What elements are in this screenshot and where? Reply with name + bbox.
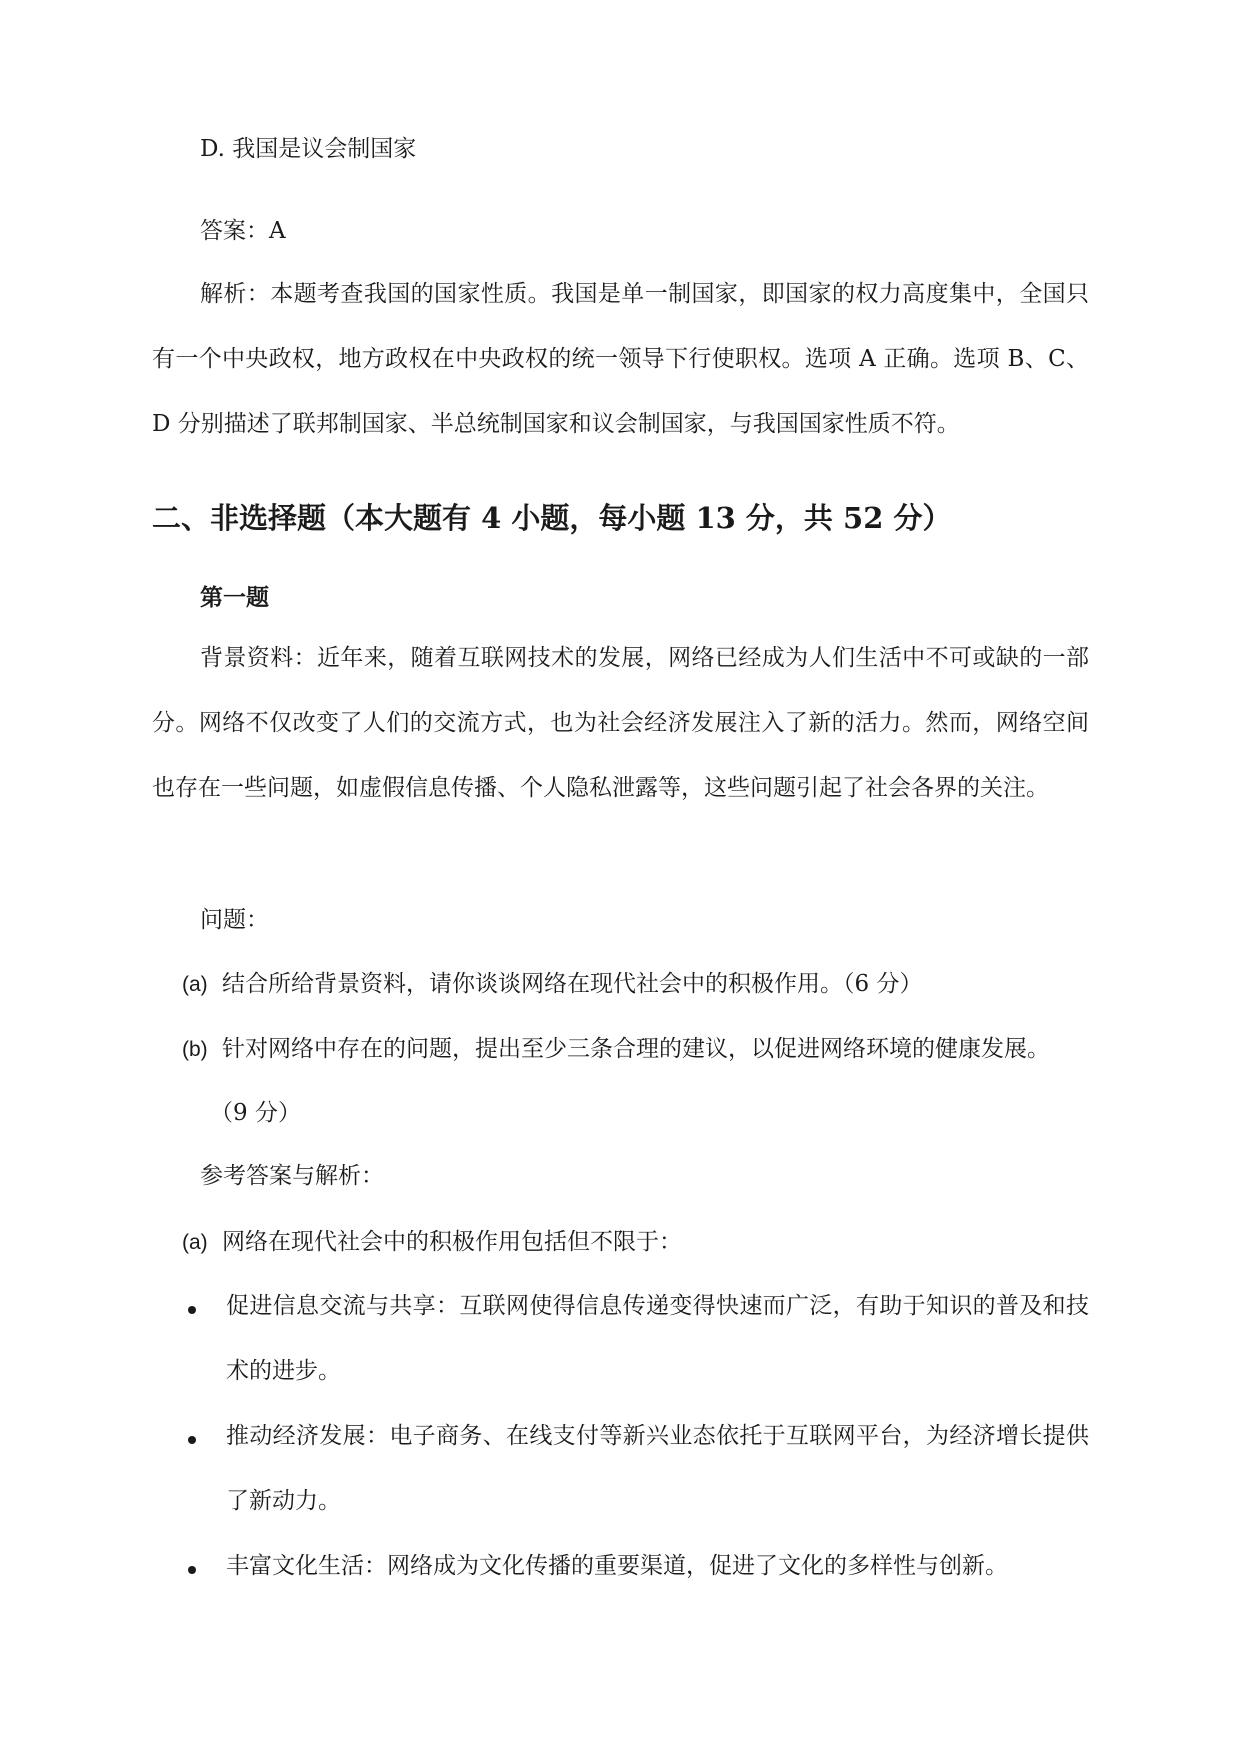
answer-line: 答案：A [200,218,286,244]
answer-a-marker: (a) [182,1231,208,1254]
list-item-text: 推动经济发展：电子商务、在线支付等新兴业态依托于互联网平台，为经济增长提供了新动力。 [226,1423,1089,1514]
question-b-marker: (b) [182,1038,208,1061]
question-b-points: （9 分） [210,1100,301,1126]
question-heading: 第一题 [200,584,269,611]
answer-a-text: 网络在现代社会中的积极作用包括但不限于： [222,1229,682,1255]
list-item-text: 促进信息交流与共享：互联网使得信息传递变得快速而广泛，有助于知识的普及和技术的进步。 [226,1293,1089,1384]
question-b-text: 针对网络中存在的问题，提出至少三条合理的建议，以促进网络环境的健康发展。 [222,1036,1050,1062]
question-b [182,1033,1050,1066]
section-title: 二、非选择题（本大题有 4 小题，每小题 13 分，共 52 分） [152,501,952,535]
bullet-icon [188,1566,196,1574]
background-paragraph: 背景资料：近年来，随着互联网技术的发展，网络已经成为人们生活中不可或缺的一部分。网络不仅改变了人们的交流方式，也为社会经济发展注入了新的活力。然而，网络空间也存在一些问题，如虚假信息传播、个人隐私泄露等，这些问题引起了社会各界的关注。 [152,645,1089,801]
question-a-marker: (a) [182,973,208,996]
list-item-text: 丰富文化生活：网络成为文化传播的重要渠道，促进了文化的多样性与创新。 [226,1553,1008,1579]
reference-answer-label: 参考答案与解析： [200,1163,384,1189]
analysis-paragraph: 解析：本题考查我国的国家性质。我国是单一制国家，即国家的权力高度集中，全国只有一个中央政权，地方政权在中央政权的统一领导下行使职权。选项 A 正确。选项 B、C、D 分别描述了联邦制国家、半总统制国家和议会制国家，与我国国家性质不符。 [152,281,1089,437]
answer-a [182,1226,682,1259]
bullet-icon [188,1306,196,1314]
question-a [182,968,922,1001]
option-d: D. 我国是议会制国家 [200,136,417,162]
questions-label: 问题： [200,907,269,933]
question-a-text: 结合所给背景资料，请你谈谈网络在现代社会中的积极作用。（6 分） [222,971,923,997]
bullet-icon [188,1436,196,1444]
